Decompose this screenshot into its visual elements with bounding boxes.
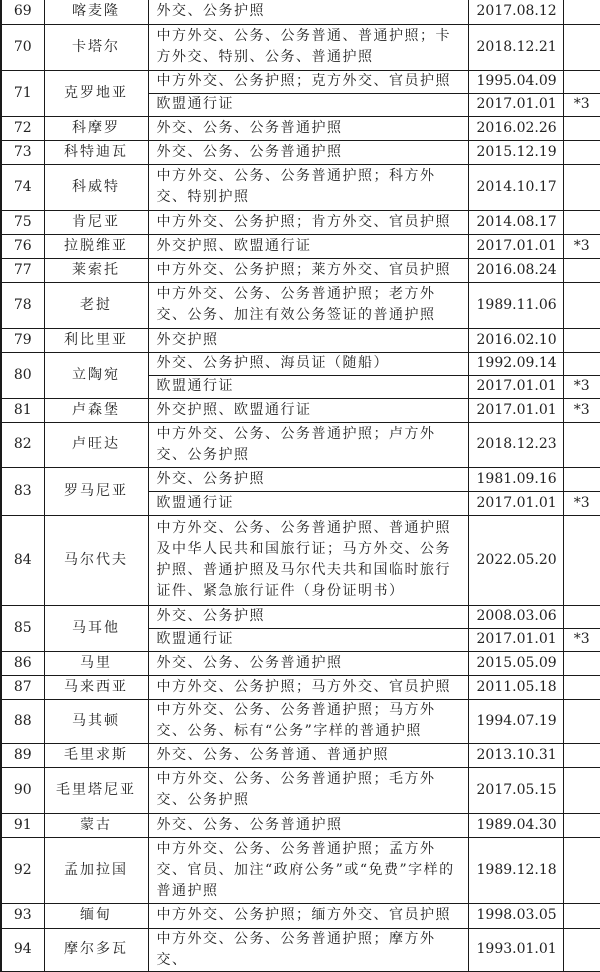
note — [563, 164, 600, 210]
country-name: 马来西亚 — [44, 675, 148, 699]
row-number: 78 — [1, 282, 44, 328]
country-name: 马里 — [44, 651, 148, 675]
country-name: 科特迪瓦 — [44, 140, 148, 164]
note — [563, 699, 600, 743]
effective-date: 2018.12.23 — [468, 422, 563, 467]
table-row — [1, 422, 600, 467]
effective-date: 2013.10.31 — [468, 743, 563, 767]
table-row — [1, 0, 600, 24]
note — [563, 258, 600, 282]
passport-types: 外交、公务、公务普通护照 — [148, 813, 468, 837]
note — [563, 651, 600, 675]
passport-types: 外交、公务护照 — [148, 0, 468, 24]
table-row — [1, 70, 600, 93]
country-name: 缅甸 — [44, 903, 148, 928]
note: *3 — [563, 375, 600, 398]
note — [563, 767, 600, 813]
note: *3 — [563, 93, 600, 116]
row-number: 75 — [1, 210, 44, 234]
effective-date: 1981.09.16 — [468, 467, 563, 491]
country-name: 马尔代夫 — [44, 515, 148, 605]
table-row — [1, 164, 600, 210]
table-row — [1, 605, 600, 628]
note — [563, 328, 600, 352]
country-name: 马耳他 — [44, 605, 148, 651]
effective-date: 2017.05.15 — [468, 767, 563, 813]
passport-types: 中方外交、公务护照；莱方外交、官员护照 — [148, 258, 468, 282]
note — [563, 116, 600, 140]
note — [563, 70, 600, 93]
passport-types: 外交、公务护照 — [148, 467, 468, 491]
passport-types: 中方外交、公务、公务普通护照；卢方外交、公务护照 — [148, 422, 468, 467]
effective-date: 1998.03.05 — [468, 903, 563, 928]
table-row — [1, 837, 600, 903]
effective-date: 2017.08.12 — [468, 0, 563, 24]
table-row — [1, 699, 600, 743]
note — [563, 743, 600, 767]
passport-types: 中方外交、公务、公务普通护照；孟方外交、官员、加注“政府公务”或“免费”字样的普通护照 — [148, 837, 468, 903]
row-number: 85 — [1, 605, 44, 651]
table-row — [1, 767, 600, 813]
effective-date: 2014.10.17 — [468, 164, 563, 210]
effective-date: 2017.01.01 — [468, 398, 563, 422]
country-name: 卢旺达 — [44, 422, 148, 467]
passport-types: 中方外交、公务、公务普通护照；科方外交、特别护照 — [148, 164, 468, 210]
effective-date: 2008.03.06 — [468, 605, 563, 628]
effective-date: 1993.01.01 — [468, 928, 563, 971]
effective-date: 2016.08.24 — [468, 258, 563, 282]
note: *3 — [563, 398, 600, 422]
row-number: 77 — [1, 258, 44, 282]
note: *3 — [563, 234, 600, 258]
effective-date: 2022.05.20 — [468, 515, 563, 605]
note — [563, 467, 600, 491]
note — [563, 605, 600, 628]
table-row — [1, 352, 600, 375]
note — [563, 675, 600, 699]
country-name: 卡塔尔 — [44, 24, 148, 70]
passport-types: 外交、公务、公务普通护照 — [148, 140, 468, 164]
table-row — [1, 258, 600, 282]
effective-date: 2015.05.09 — [468, 651, 563, 675]
country-name: 蒙古 — [44, 813, 148, 837]
row-number: 74 — [1, 164, 44, 210]
effective-date: 1989.11.06 — [468, 282, 563, 328]
effective-date: 2017.01.01 — [468, 375, 563, 398]
effective-date: 2017.01.01 — [468, 234, 563, 258]
row-number: 73 — [1, 140, 44, 164]
country-name: 毛里塔尼亚 — [44, 767, 148, 813]
passport-types: 欧盟通行证 — [148, 375, 468, 398]
note: *3 — [563, 628, 600, 651]
note — [563, 24, 600, 70]
passport-types: 中方外交、公务、公务普通护照；老方外交、公务、加注有效公务签证的普通护照 — [148, 282, 468, 328]
passport-types: 中方外交、公务护照；克方外交、官员护照 — [148, 70, 468, 93]
passport-types: 中方外交、公务护照；马方外交、官员护照 — [148, 675, 468, 699]
passport-types: 外交、公务、公务普通护照 — [148, 116, 468, 140]
note — [563, 837, 600, 903]
effective-date: 1994.07.19 — [468, 699, 563, 743]
row-number: 72 — [1, 116, 44, 140]
row-number: 71 — [1, 70, 44, 116]
country-name: 毛里求斯 — [44, 743, 148, 767]
row-number: 86 — [1, 651, 44, 675]
row-number: 81 — [1, 398, 44, 422]
passport-types: 中方外交、公务、公务普通护照；摩方外交、 — [148, 928, 468, 971]
note: *3 — [563, 491, 600, 515]
effective-date: 1995.04.09 — [468, 70, 563, 93]
effective-date: 1992.09.14 — [468, 352, 563, 375]
table-row — [1, 675, 600, 699]
effective-date: 2014.08.17 — [468, 210, 563, 234]
table-row — [1, 210, 600, 234]
country-name: 喀麦隆 — [44, 0, 148, 24]
note — [563, 0, 600, 24]
table-row — [1, 903, 600, 928]
note — [563, 210, 600, 234]
passport-types: 外交、公务、公务普通、普通护照 — [148, 743, 468, 767]
table-row — [1, 398, 600, 422]
table-row — [1, 515, 600, 605]
passport-types: 欧盟通行证 — [148, 628, 468, 651]
table-row — [1, 651, 600, 675]
passport-types: 外交护照、欧盟通行证 — [148, 398, 468, 422]
table-row — [1, 743, 600, 767]
row-number: 69 — [1, 0, 44, 24]
passport-types: 外交、公务护照 — [148, 605, 468, 628]
effective-date: 2015.12.19 — [468, 140, 563, 164]
row-number: 80 — [1, 352, 44, 398]
country-name: 科威特 — [44, 164, 148, 210]
table-row — [1, 282, 600, 328]
effective-date: 2017.01.01 — [468, 93, 563, 116]
country-name: 立陶宛 — [44, 352, 148, 398]
note — [563, 903, 600, 928]
country-name: 莱索托 — [44, 258, 148, 282]
table-row — [1, 928, 600, 971]
note — [563, 352, 600, 375]
passport-types: 中方外交、公务、公务普通护照；马方外交、公务、标有“公务”字样的普通护照 — [148, 699, 468, 743]
country-name: 老挝 — [44, 282, 148, 328]
table-row — [1, 140, 600, 164]
row-number: 91 — [1, 813, 44, 837]
table-row — [1, 234, 600, 258]
note — [563, 282, 600, 328]
row-number: 90 — [1, 767, 44, 813]
note — [563, 422, 600, 467]
passport-types: 欧盟通行证 — [148, 93, 468, 116]
note — [563, 515, 600, 605]
effective-date: 2016.02.26 — [468, 116, 563, 140]
row-number: 88 — [1, 699, 44, 743]
row-number: 83 — [1, 467, 44, 515]
passport-types: 外交、公务、公务普通护照 — [148, 651, 468, 675]
effective-date: 2016.02.10 — [468, 328, 563, 352]
country-name: 克罗地亚 — [44, 70, 148, 116]
effective-date: 2011.05.18 — [468, 675, 563, 699]
country-name: 科摩罗 — [44, 116, 148, 140]
effective-date: 2017.01.01 — [468, 628, 563, 651]
passport-types: 外交、公务护照、海员证（随船） — [148, 352, 468, 375]
row-number: 76 — [1, 234, 44, 258]
effective-date: 2018.12.21 — [468, 24, 563, 70]
passport-types: 中方外交、公务护照；缅方外交、官员护照 — [148, 903, 468, 928]
table-row — [1, 467, 600, 491]
country-name: 摩尔多瓦 — [44, 928, 148, 971]
table-row — [1, 813, 600, 837]
country-name: 马其顿 — [44, 699, 148, 743]
passport-types: 中方外交、公务护照；肯方外交、官员护照 — [148, 210, 468, 234]
passport-types: 欧盟通行证 — [148, 491, 468, 515]
table-row — [1, 24, 600, 70]
table-row — [1, 116, 600, 140]
country-name: 孟加拉国 — [44, 837, 148, 903]
effective-date: 1989.12.18 — [468, 837, 563, 903]
row-number: 82 — [1, 422, 44, 467]
passport-types: 外交护照、欧盟通行证 — [148, 234, 468, 258]
note — [563, 928, 600, 971]
row-number: 89 — [1, 743, 44, 767]
country-name: 肯尼亚 — [44, 210, 148, 234]
note — [563, 140, 600, 164]
row-number: 92 — [1, 837, 44, 903]
country-name: 拉脱维亚 — [44, 234, 148, 258]
passport-types: 中方外交、公务、公务普通护照、普通护照及中华人民共和国旅行证；马方外交、公务护照、普通护照及马尔代夫共和国临时旅行证件、紧急旅行证件（身份证明书） — [148, 515, 468, 605]
passport-types: 外交护照 — [148, 328, 468, 352]
row-number: 79 — [1, 328, 44, 352]
country-name: 利比里亚 — [44, 328, 148, 352]
effective-date: 2017.01.01 — [468, 491, 563, 515]
row-number: 87 — [1, 675, 44, 699]
table-row — [1, 328, 600, 352]
row-number: 93 — [1, 903, 44, 928]
effective-date: 1989.04.30 — [468, 813, 563, 837]
row-number: 70 — [1, 24, 44, 70]
passport-types: 中方外交、公务、公务普通护照；毛方外交、公务护照 — [148, 767, 468, 813]
note — [563, 813, 600, 837]
row-number: 84 — [1, 515, 44, 605]
country-name: 卢森堡 — [44, 398, 148, 422]
passport-types: 中方外交、公务、公务普通、普通护照；卡方外交、特别、公务、普通护照 — [148, 24, 468, 70]
country-name: 罗马尼亚 — [44, 467, 148, 515]
row-number: 94 — [1, 928, 44, 971]
